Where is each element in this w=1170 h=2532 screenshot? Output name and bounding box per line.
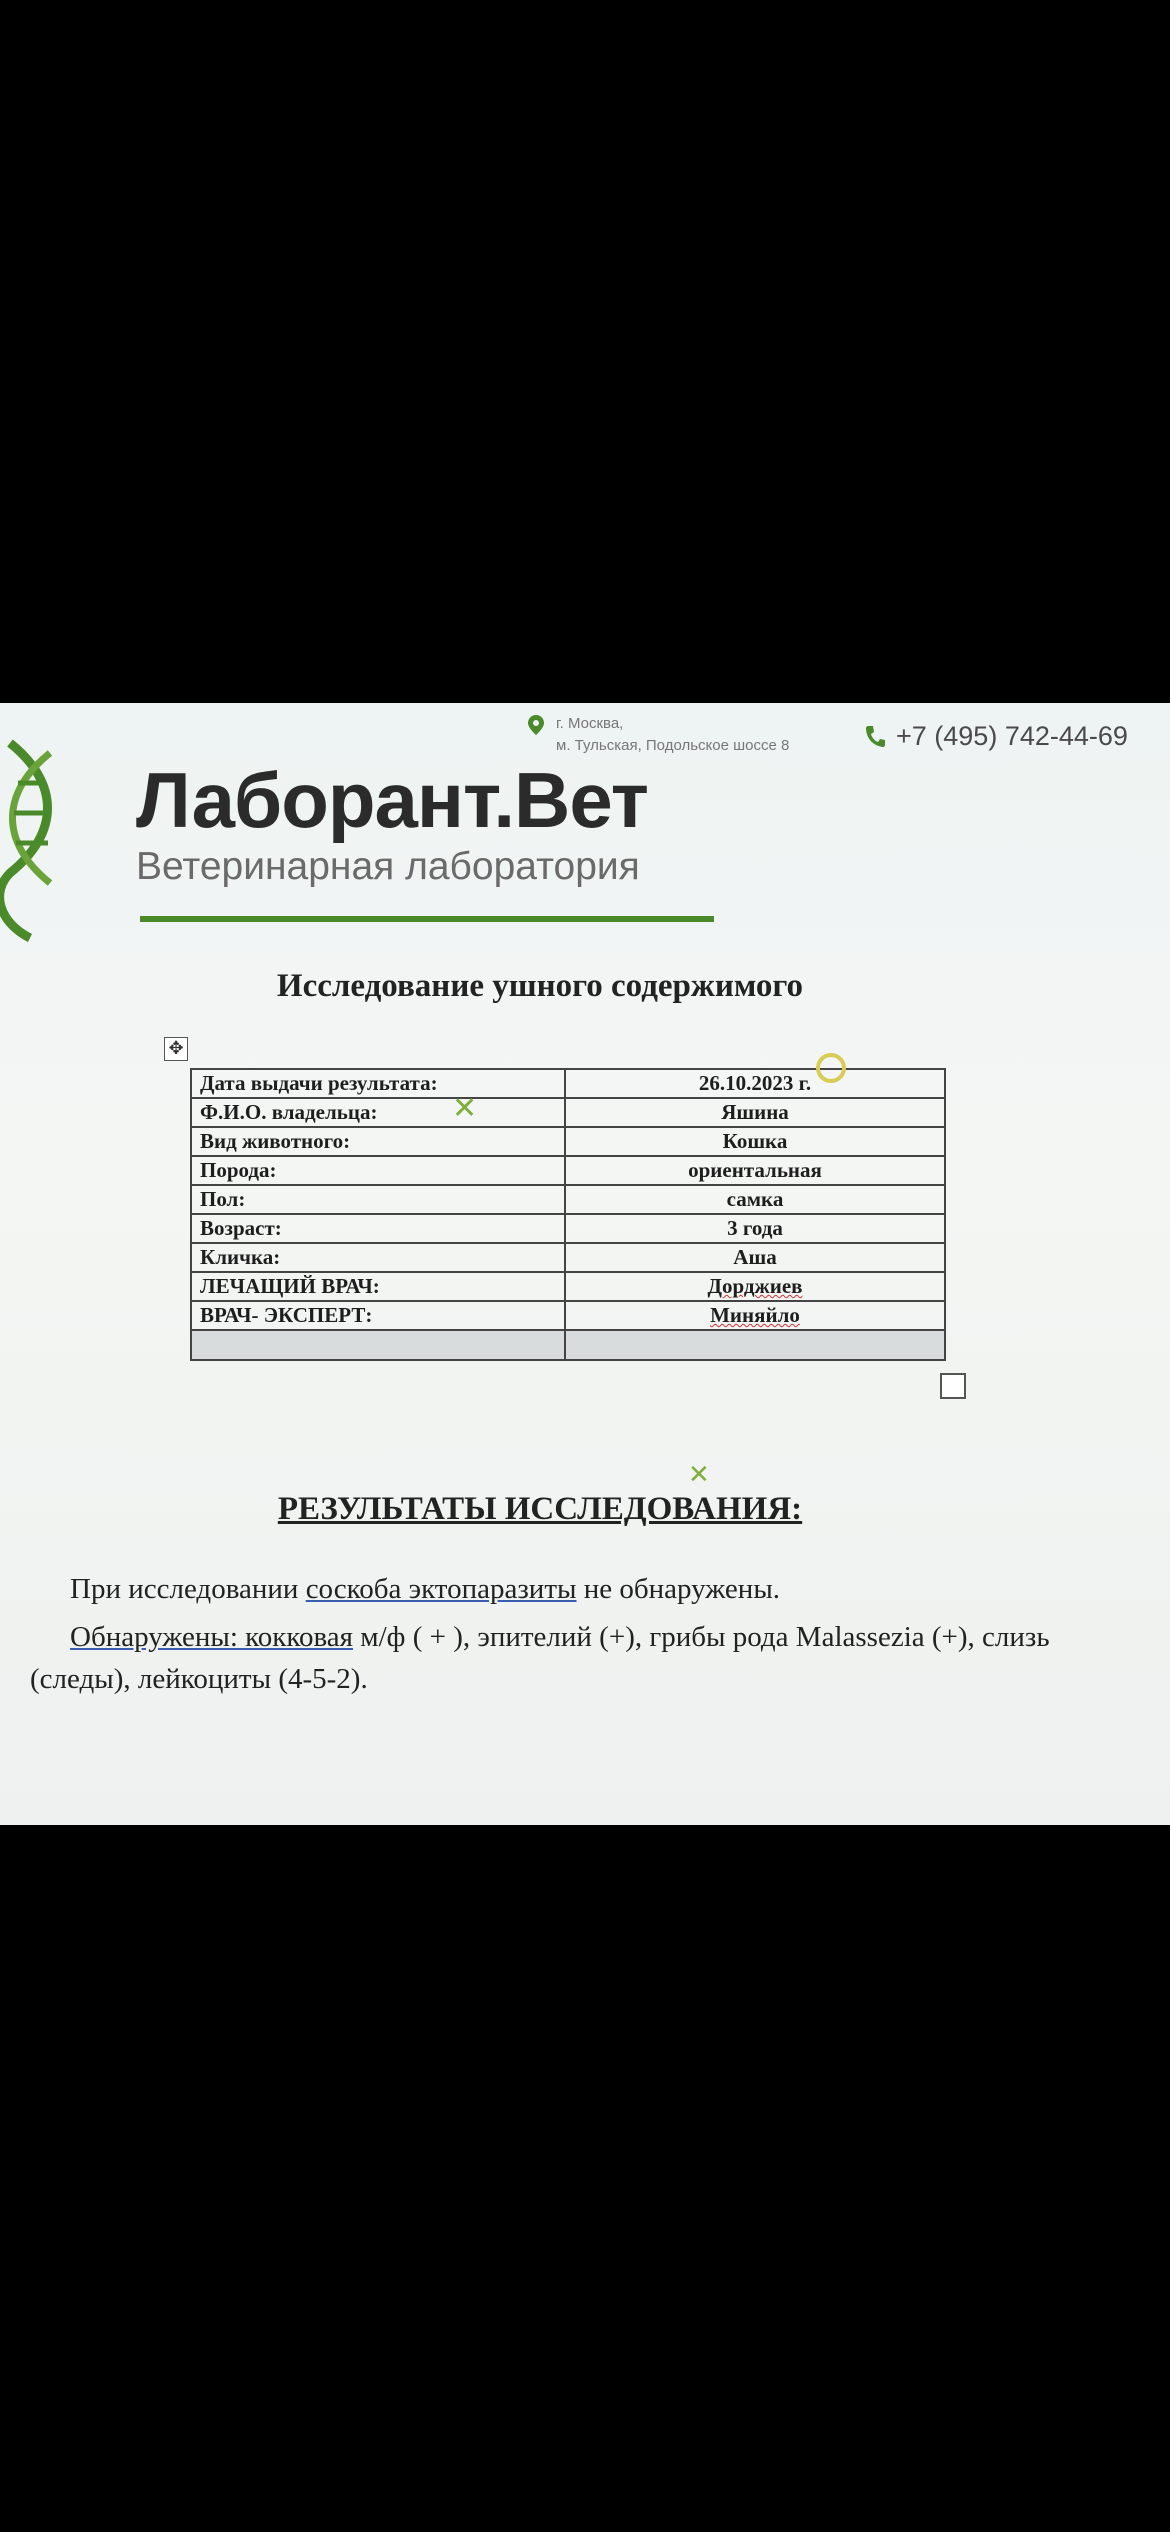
table-row bbox=[191, 1156, 945, 1185]
table-row bbox=[191, 1243, 945, 1272]
table-row bbox=[191, 1214, 945, 1243]
empty-cell bbox=[191, 1330, 565, 1360]
table-row bbox=[191, 1127, 945, 1156]
address-line-2: м. Тульская, Подольское шоссе 8 bbox=[556, 737, 790, 754]
table-resize-icon[interactable] bbox=[940, 1373, 966, 1399]
table-row bbox=[191, 1098, 945, 1127]
doctor-name: Дорджиев bbox=[707, 1274, 803, 1298]
results-title: РЕЗУЛЬТАТЫ ИССЛЕДОВАНИЯ: bbox=[277, 1491, 803, 1527]
field-label: Порода: bbox=[191, 1156, 565, 1185]
brand-subtitle: Ветеринарная лаборатория bbox=[136, 845, 640, 888]
field-value bbox=[565, 1272, 945, 1301]
phone-text: +7 (495) 742-44-69 bbox=[896, 721, 1128, 751]
table-row-empty bbox=[191, 1330, 945, 1360]
field-label: Дата выдачи результата: bbox=[191, 1069, 565, 1098]
sparkle-circle-icon bbox=[816, 1053, 846, 1083]
table-row bbox=[191, 1272, 945, 1301]
p2-underlined: Обнаружены: кокковая bbox=[70, 1621, 354, 1653]
field-value: самка bbox=[565, 1185, 945, 1214]
field-value: 3 года bbox=[565, 1214, 945, 1243]
p1-text-end: не обнаружены. bbox=[576, 1573, 781, 1605]
result-paragraph-1 bbox=[70, 1573, 780, 1606]
field-label: Ф.И.О. владельца: bbox=[191, 1098, 565, 1127]
sparkle-x-icon: ✕ bbox=[452, 1091, 478, 1126]
field-label: Вид животного: bbox=[191, 1127, 565, 1156]
field-value bbox=[565, 1301, 945, 1330]
brand-name: Лаборант.Вет bbox=[136, 756, 648, 844]
result-paragraph-2 bbox=[30, 1616, 1140, 1700]
field-value: Кошка bbox=[565, 1127, 945, 1156]
field-label: Возраст: bbox=[191, 1214, 565, 1243]
brand-divider bbox=[140, 916, 714, 922]
p1-text: При исследовании bbox=[70, 1573, 306, 1605]
dna-logo-icon bbox=[0, 723, 80, 943]
field-label: ЛЕЧАЩИЙ ВРАЧ: bbox=[191, 1272, 565, 1301]
phone-icon bbox=[864, 724, 886, 748]
document-title: Исследование ушного содержимого bbox=[276, 968, 804, 1004]
location-pin-icon bbox=[528, 715, 544, 735]
table-move-icon[interactable]: ✥ bbox=[164, 1037, 188, 1061]
expert-name: Миняйло bbox=[710, 1303, 800, 1327]
sparkle-x-icon: ✕ bbox=[688, 1460, 710, 1490]
p2-text: м/ф ( + ), эпителий (+), грибы рода Malassezia (+), слизь (следы), лейкоциты (4-5-2). bbox=[30, 1621, 1050, 1695]
document-photo bbox=[0, 703, 1170, 1825]
field-value: ориентальная bbox=[565, 1156, 945, 1185]
field-label: ВРАЧ- ЭКСПЕРТ: bbox=[191, 1301, 565, 1330]
address-line-1: г. Москва, bbox=[556, 715, 624, 732]
field-label: Кличка: bbox=[191, 1243, 565, 1272]
patient-info-table bbox=[190, 1068, 946, 1361]
address-text bbox=[556, 713, 789, 757]
phone-number bbox=[864, 721, 1128, 752]
field-value: 26.10.2023 г. bbox=[565, 1069, 945, 1098]
table-row bbox=[191, 1185, 945, 1214]
field-label: Пол: bbox=[191, 1185, 565, 1214]
field-value: Яшина bbox=[565, 1098, 945, 1127]
field-value: Аша bbox=[565, 1243, 945, 1272]
p1-underlined: соскоба эктопаразиты bbox=[305, 1573, 577, 1605]
empty-cell bbox=[565, 1330, 945, 1360]
table-row bbox=[191, 1301, 945, 1330]
